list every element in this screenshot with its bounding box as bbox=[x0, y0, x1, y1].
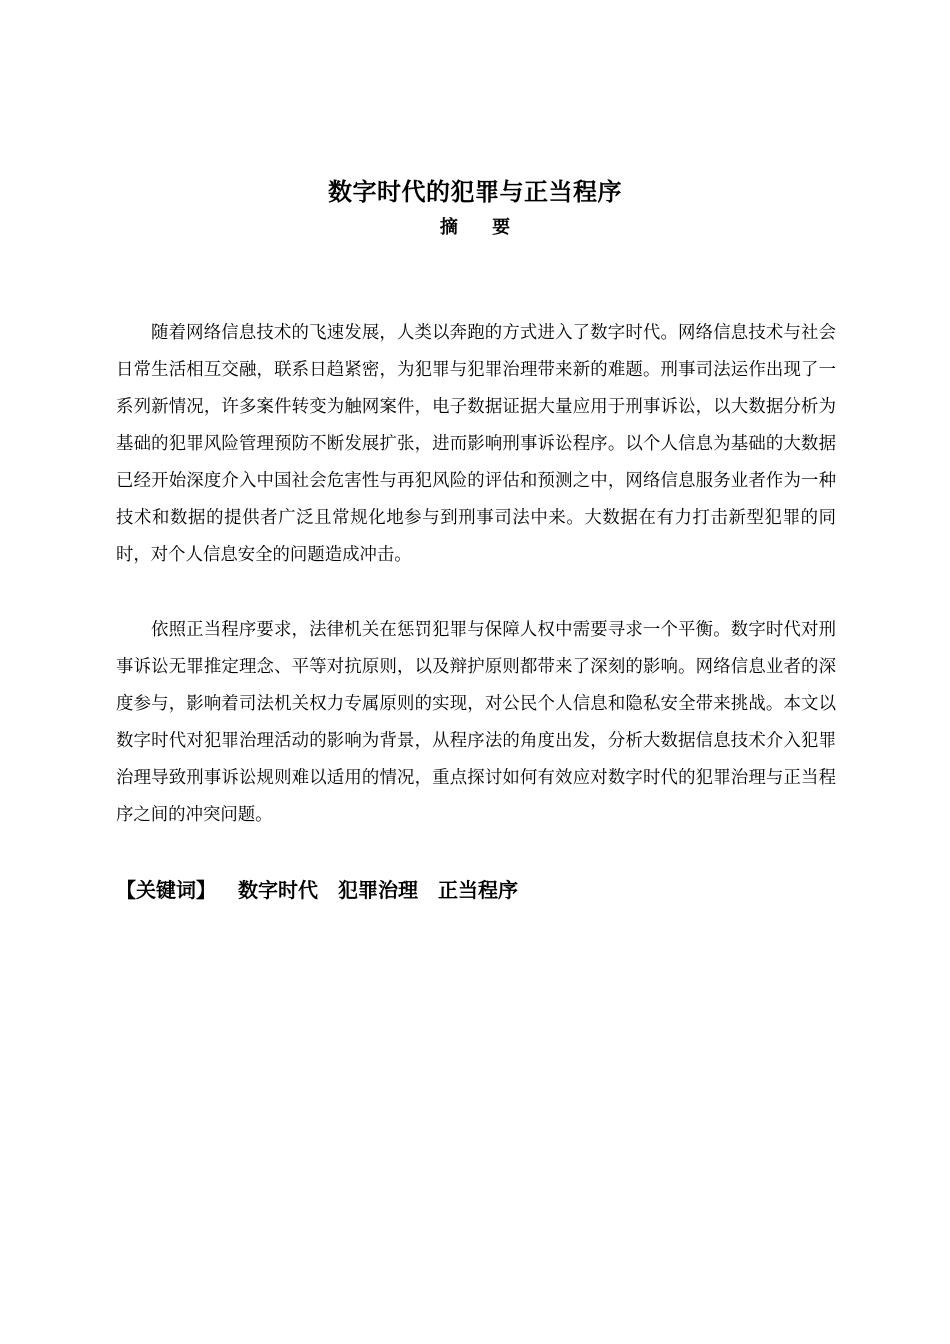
keywords-line bbox=[116, 872, 836, 908]
keywords-label: 【关键词】 bbox=[116, 878, 216, 902]
abstract-paragraph: 依照正当程序要求，法律机关在惩罚犯罪与保障人权中需要寻求一个平衡。数字时代对刑事诉讼无罪推定理念、平等对抗原则，以及辩护原则都带来了深刻的影响。网络信息业者的深度参与，影响着司法机关权力专属原则的实现，对公民个人信息和隐私安全带来挑战。本文以数字时代对犯罪治理活动的影响为背景，从程序法的角度出发，分析大数据信息技术介入犯罪治理导致刑事诉讼规则难以适用的情况，重点探讨如何有效应对数字时代的犯罪治理与正当程序之间的冲突问题。 bbox=[116, 620, 836, 825]
abstract-paragraph: 随着网络信息技术的飞速发展，人类以奔跑的方式进入了数字时代。网络信息技术与社会日常生活相互交融，联系日趋紧密，为犯罪与犯罪治理带来新的难题。刑事司法运作出现了一系列新情况，许多案件转变为触网案件，电子数据证据大量应用于刑事诉讼，以大数据分析为基础的犯罪风险管理预防不断发展扩张，进而影响刑事诉讼程序。以个人信息为基础的大数据已经开始深度介入中国社会危害性与再犯风险的评估和预测之中，网络信息服务业者作为一种技术和数据的提供者广泛且常规化地参与到刑事司法中来。大数据在有力打击新型犯罪的同时，对个人信息安全的问题造成冲击。 bbox=[116, 323, 836, 565]
keyword: 正当程序 bbox=[438, 878, 518, 902]
keyword: 犯罪治理 bbox=[338, 878, 418, 902]
abstract-heading: 摘 要 bbox=[439, 217, 525, 238]
keyword: 数字时代 bbox=[238, 878, 318, 902]
document-title: 数字时代的犯罪与正当程序 bbox=[328, 178, 622, 206]
